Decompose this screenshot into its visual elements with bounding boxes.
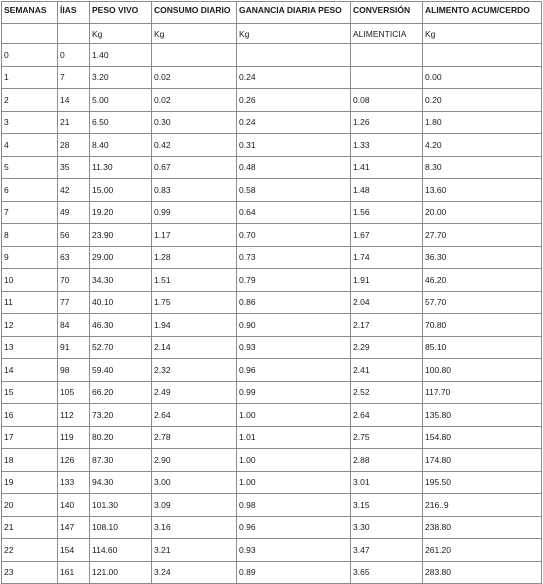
cell-conversion: 1.41 — [351, 156, 423, 179]
cell-dias: 14 — [58, 89, 90, 112]
cell-dias: 56 — [58, 224, 90, 247]
table-row — [2, 336, 542, 359]
cell-conversion: 2.04 — [351, 291, 423, 314]
cell-semanas: 12 — [2, 314, 58, 337]
cell-conversion: 2.41 — [351, 359, 423, 382]
cell-consumo-diario: 0.83 — [152, 179, 237, 202]
cell-peso-vivo: 29.00 — [90, 246, 152, 269]
header-consumo-diario: CONSUMO DIARIO — [152, 2, 237, 24]
cell-semanas: 10 — [2, 269, 58, 292]
cell-semanas: 11 — [2, 291, 58, 314]
header-peso-vivo: PESO VIVO — [90, 2, 152, 24]
cell-alimento-acum-cerdo: 0.00 — [423, 66, 542, 89]
cell-semanas: 16 — [2, 404, 58, 427]
cell-ganancia-diaria-peso: 1.00 — [237, 404, 351, 427]
subheader-alimento-acum-cerdo: Kg — [423, 24, 542, 44]
cell-dias: 154 — [58, 539, 90, 562]
table-row — [2, 89, 542, 112]
cell-alimento-acum-cerdo: 13.60 — [423, 179, 542, 202]
cell-semanas: 4 — [2, 134, 58, 157]
cell-ganancia-diaria-peso: 0.64 — [237, 201, 351, 224]
table-row — [2, 156, 542, 179]
cell-dias: 105 — [58, 381, 90, 404]
cell-alimento-acum-cerdo: 174.80 — [423, 449, 542, 472]
cell-ganancia-diaria-peso: 0.31 — [237, 134, 351, 157]
subheader-conversion: ALIMENTICIA — [351, 24, 423, 44]
cell-alimento-acum-cerdo: 238.80 — [423, 516, 542, 539]
cell-semanas: 2 — [2, 89, 58, 112]
cell-alimento-acum-cerdo: 195.50 — [423, 471, 542, 494]
cell-dias: 140 — [58, 494, 90, 517]
cell-semanas: 5 — [2, 156, 58, 179]
cell-peso-vivo: 73.20 — [90, 404, 152, 427]
cell-conversion: 1.67 — [351, 224, 423, 247]
cell-peso-vivo: 121.00 — [90, 561, 152, 584]
table-row — [2, 246, 542, 269]
subheader-semanas — [2, 24, 58, 44]
cell-conversion — [351, 66, 423, 89]
cell-consumo-diario: 3.16 — [152, 516, 237, 539]
header-ganancia-diaria-peso: GANANCIA DIARIA PESO — [237, 2, 351, 24]
cell-peso-vivo: 94.30 — [90, 471, 152, 494]
cell-dias: 63 — [58, 246, 90, 269]
cell-conversion: 2.29 — [351, 336, 423, 359]
cell-alimento-acum-cerdo: 57.70 — [423, 291, 542, 314]
cell-consumo-diario: 3.21 — [152, 539, 237, 562]
cell-dias: 147 — [58, 516, 90, 539]
cell-alimento-acum-cerdo: 36.30 — [423, 246, 542, 269]
cell-peso-vivo: 108.10 — [90, 516, 152, 539]
cell-dias: 77 — [58, 291, 90, 314]
cell-consumo-diario: 0.67 — [152, 156, 237, 179]
cell-consumo-diario: 0.02 — [152, 66, 237, 89]
cell-consumo-diario: 3.09 — [152, 494, 237, 517]
table-row — [2, 44, 542, 67]
cell-consumo-diario: 1.28 — [152, 246, 237, 269]
cell-dias: 42 — [58, 179, 90, 202]
table-row — [2, 314, 542, 337]
subheader-row — [2, 24, 542, 44]
cell-peso-vivo: 101.30 — [90, 494, 152, 517]
cell-semanas: 21 — [2, 516, 58, 539]
cell-dias: 84 — [58, 314, 90, 337]
subheader-peso-vivo: Kg — [90, 24, 152, 44]
cell-dias: 21 — [58, 111, 90, 134]
cell-semanas: 8 — [2, 224, 58, 247]
cell-alimento-acum-cerdo: 85.10 — [423, 336, 542, 359]
cell-conversion: 2.52 — [351, 381, 423, 404]
cell-peso-vivo: 66.20 — [90, 381, 152, 404]
cell-conversion: 3.30 — [351, 516, 423, 539]
cell-ganancia-diaria-peso: 0.70 — [237, 224, 351, 247]
subheader-ganancia-diaria-peso: Kg — [237, 24, 351, 44]
table-row — [2, 111, 542, 134]
subheader-dias — [58, 24, 90, 44]
cell-alimento-acum-cerdo: 8.30 — [423, 156, 542, 179]
table-row — [2, 449, 542, 472]
cell-conversion: 2.88 — [351, 449, 423, 472]
cell-peso-vivo: 3.20 — [90, 66, 152, 89]
cell-ganancia-diaria-peso: 0.24 — [237, 66, 351, 89]
cell-alimento-acum-cerdo: 283.80 — [423, 561, 542, 584]
cell-conversion: 1.74 — [351, 246, 423, 269]
table-row — [2, 471, 542, 494]
cell-semanas: 18 — [2, 449, 58, 472]
cell-ganancia-diaria-peso: 0.98 — [237, 494, 351, 517]
cell-alimento-acum-cerdo: 261.20 — [423, 539, 542, 562]
cell-alimento-acum-cerdo: 4.20 — [423, 134, 542, 157]
cell-ganancia-diaria-peso — [237, 44, 351, 67]
cell-conversion: 1.26 — [351, 111, 423, 134]
table-row — [2, 381, 542, 404]
cell-consumo-diario: 0.02 — [152, 89, 237, 112]
table-row — [2, 134, 542, 157]
cell-ganancia-diaria-peso: 0.90 — [237, 314, 351, 337]
cell-ganancia-diaria-peso: 0.99 — [237, 381, 351, 404]
header-semanas: SEMANAS — [2, 2, 58, 24]
cell-conversion: 3.15 — [351, 494, 423, 517]
cell-peso-vivo: 87.30 — [90, 449, 152, 472]
table-row — [2, 291, 542, 314]
cell-alimento-acum-cerdo: 0.20 — [423, 89, 542, 112]
cell-peso-vivo: 59.40 — [90, 359, 152, 382]
cell-dias: 126 — [58, 449, 90, 472]
cell-dias: 7 — [58, 66, 90, 89]
cell-ganancia-diaria-peso: 0.96 — [237, 359, 351, 382]
cell-ganancia-diaria-peso: 0.89 — [237, 561, 351, 584]
cell-semanas: 1 — [2, 66, 58, 89]
cell-conversion: 1.91 — [351, 269, 423, 292]
cell-peso-vivo: 5.00 — [90, 89, 152, 112]
cell-semanas: 0 — [2, 44, 58, 67]
cell-consumo-diario: 2.64 — [152, 404, 237, 427]
cell-alimento-acum-cerdo: 20.00 — [423, 201, 542, 224]
cell-alimento-acum-cerdo: 216..9 — [423, 494, 542, 517]
cell-alimento-acum-cerdo: 70.80 — [423, 314, 542, 337]
cell-alimento-acum-cerdo: 135.80 — [423, 404, 542, 427]
cell-ganancia-diaria-peso: 0.26 — [237, 89, 351, 112]
cell-consumo-diario: 1.51 — [152, 269, 237, 292]
cell-semanas: 14 — [2, 359, 58, 382]
cell-consumo-diario: 2.78 — [152, 426, 237, 449]
table-body — [2, 2, 542, 584]
cell-dias: 70 — [58, 269, 90, 292]
cell-semanas: 6 — [2, 179, 58, 202]
cell-consumo-diario: 1.17 — [152, 224, 237, 247]
cell-peso-vivo: 11.30 — [90, 156, 152, 179]
cell-dias: 49 — [58, 201, 90, 224]
table-row — [2, 66, 542, 89]
cell-peso-vivo: 8.40 — [90, 134, 152, 157]
cell-alimento-acum-cerdo: 117.70 — [423, 381, 542, 404]
growth-table-sheet — [1, 1, 542, 584]
header-dias: ÍIAS — [58, 2, 90, 24]
header-row — [2, 2, 542, 24]
cell-semanas: 13 — [2, 336, 58, 359]
cell-semanas: 15 — [2, 381, 58, 404]
cell-consumo-diario: 1.75 — [152, 291, 237, 314]
cell-conversion: 2.75 — [351, 426, 423, 449]
cell-semanas: 9 — [2, 246, 58, 269]
cell-alimento-acum-cerdo: 1.80 — [423, 111, 542, 134]
cell-ganancia-diaria-peso: 0.93 — [237, 336, 351, 359]
cell-peso-vivo: 114.60 — [90, 539, 152, 562]
table-row — [2, 359, 542, 382]
cell-semanas: 22 — [2, 539, 58, 562]
cell-ganancia-diaria-peso: 0.73 — [237, 246, 351, 269]
cell-ganancia-diaria-peso: 0.96 — [237, 516, 351, 539]
cell-peso-vivo: 19.20 — [90, 201, 152, 224]
cell-dias: 98 — [58, 359, 90, 382]
cell-peso-vivo: 80.20 — [90, 426, 152, 449]
cell-consumo-diario — [152, 44, 237, 67]
cell-consumo-diario: 2.14 — [152, 336, 237, 359]
cell-conversion: 2.17 — [351, 314, 423, 337]
cell-consumo-diario: 0.99 — [152, 201, 237, 224]
table-row — [2, 224, 542, 247]
cell-consumo-diario: 0.42 — [152, 134, 237, 157]
cell-conversion: 2.64 — [351, 404, 423, 427]
cell-dias: 133 — [58, 471, 90, 494]
cell-ganancia-diaria-peso: 1.00 — [237, 449, 351, 472]
cell-ganancia-diaria-peso: 0.58 — [237, 179, 351, 202]
cell-conversion: 3.01 — [351, 471, 423, 494]
cell-alimento-acum-cerdo: 46.20 — [423, 269, 542, 292]
cell-alimento-acum-cerdo: 154.80 — [423, 426, 542, 449]
cell-peso-vivo: 40.10 — [90, 291, 152, 314]
cell-conversion: 0.08 — [351, 89, 423, 112]
cell-conversion: 1.56 — [351, 201, 423, 224]
cell-alimento-acum-cerdo — [423, 44, 542, 67]
cell-alimento-acum-cerdo: 27.70 — [423, 224, 542, 247]
cell-ganancia-diaria-peso: 1.00 — [237, 471, 351, 494]
cell-peso-vivo: 15.00 — [90, 179, 152, 202]
table-row — [2, 561, 542, 584]
cell-ganancia-diaria-peso: 0.79 — [237, 269, 351, 292]
cell-semanas: 7 — [2, 201, 58, 224]
cell-peso-vivo: 23.90 — [90, 224, 152, 247]
cell-dias: 0 — [58, 44, 90, 67]
cell-ganancia-diaria-peso: 0.93 — [237, 539, 351, 562]
header-conversion: CONVERSIÓN — [351, 2, 423, 24]
cell-semanas: 19 — [2, 471, 58, 494]
cell-peso-vivo: 34.30 — [90, 269, 152, 292]
cell-consumo-diario: 2.49 — [152, 381, 237, 404]
cell-consumo-diario: 1.94 — [152, 314, 237, 337]
cell-semanas: 17 — [2, 426, 58, 449]
table-row — [2, 426, 542, 449]
cell-dias: 119 — [58, 426, 90, 449]
cell-conversion: 1.48 — [351, 179, 423, 202]
cell-ganancia-diaria-peso: 1.01 — [237, 426, 351, 449]
cell-peso-vivo: 52.70 — [90, 336, 152, 359]
cell-semanas: 20 — [2, 494, 58, 517]
cell-conversion: 1.33 — [351, 134, 423, 157]
cell-ganancia-diaria-peso: 0.24 — [237, 111, 351, 134]
cell-consumo-diario: 3.24 — [152, 561, 237, 584]
cell-alimento-acum-cerdo: 100.80 — [423, 359, 542, 382]
pig-growth-table — [1, 1, 542, 584]
cell-dias: 112 — [58, 404, 90, 427]
table-row — [2, 179, 542, 202]
cell-peso-vivo: 6.50 — [90, 111, 152, 134]
cell-dias: 35 — [58, 156, 90, 179]
cell-consumo-diario: 2.32 — [152, 359, 237, 382]
table-row — [2, 404, 542, 427]
cell-consumo-diario: 3.00 — [152, 471, 237, 494]
cell-dias: 161 — [58, 561, 90, 584]
cell-dias: 28 — [58, 134, 90, 157]
table-row — [2, 516, 542, 539]
table-row — [2, 201, 542, 224]
header-alimento-acum-cerdo: ALIMENTO ACUM/CERDO — [423, 2, 542, 24]
cell-conversion — [351, 44, 423, 67]
cell-consumo-diario: 0.30 — [152, 111, 237, 134]
subheader-consumo-diario: Kg — [152, 24, 237, 44]
cell-semanas: 23 — [2, 561, 58, 584]
table-row — [2, 269, 542, 292]
cell-ganancia-diaria-peso: 0.86 — [237, 291, 351, 314]
cell-conversion: 3.65 — [351, 561, 423, 584]
cell-ganancia-diaria-peso: 0.48 — [237, 156, 351, 179]
cell-dias: 91 — [58, 336, 90, 359]
cell-consumo-diario: 2.90 — [152, 449, 237, 472]
cell-semanas: 3 — [2, 111, 58, 134]
table-row — [2, 494, 542, 517]
cell-conversion: 3.47 — [351, 539, 423, 562]
cell-peso-vivo: 46.30 — [90, 314, 152, 337]
cell-peso-vivo: 1.40 — [90, 44, 152, 67]
